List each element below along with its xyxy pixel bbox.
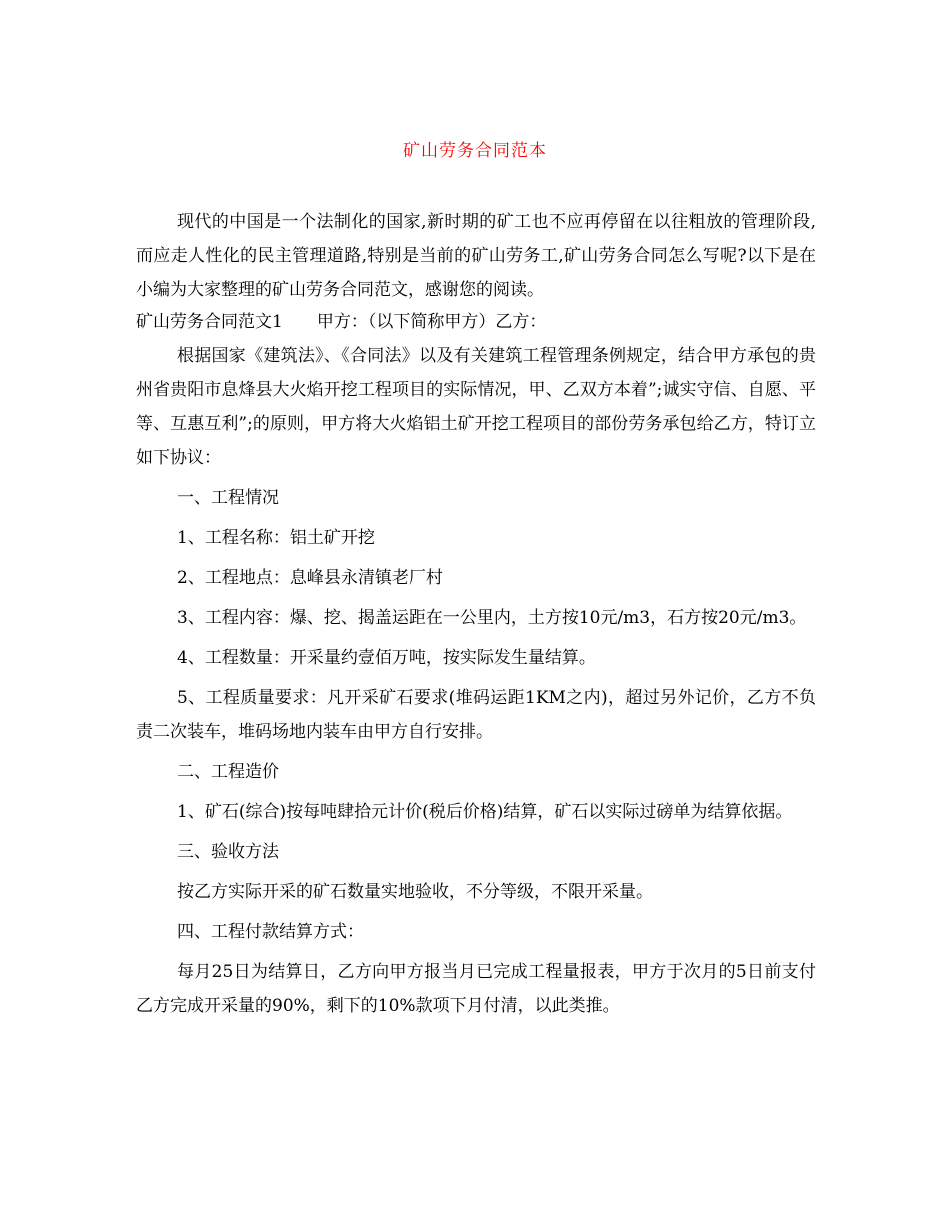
- intro-paragraph: 现代的中国是一个法制化的国家,新时期的矿工也不应再停留在以往粗放的管理阶段,而应走人性化的民主管理道路,特别是当前的矿山劳务工,矿山劳务合同怎么写呢?以下是在小编为大家整理的矿山劳务合同范文，感谢您的阅读。: [136, 212, 816, 300]
- contract-basis-paragraph: 根据国家《建筑法》、《合同法》以及有关建筑工程管理条例规定，结合甲方承包的贵州省贵阳市息烽县大火焰开挖工程项目的实际情况，甲、乙双方本着”;诚实守信、自愿、平等、互惠互利”;的原则，甲方将大火焰铝土矿开挖工程项目的部份劳务承包给乙方，特订立如下协议：: [136, 346, 816, 468]
- clause-payment-terms: 每月25日为结算日，乙方向甲方报当月已完成工程量报表，甲方于次月的5日前支付乙方完成开采量的90%，剩下的10%款项下月付清，以此类推。: [136, 962, 816, 1016]
- clause-project-content: 3、工程内容：爆、挖、揭盖运距在一公里内，土方按10元/m3，石方按20元/m3。: [177, 608, 807, 628]
- clause-quality-requirement: 5、工程质量要求：凡开采矿石要求(堆码运距1KM之内)，超过另外记价，乙方不负责二次装车，堆码场地内装车由甲方自行安排。: [136, 688, 816, 742]
- clause-acceptance-method: 按乙方实际开采的矿石数量实地验收，不分等级，不限开采量。: [177, 882, 653, 902]
- clause-project-quantity: 4、工程数量：开采量约壹佰万吨，按实际发生量结算。: [177, 648, 596, 668]
- section-heading-acceptance: 三、验收方法: [177, 842, 279, 862]
- document-title: 矿山劳务合同范本: [403, 141, 547, 161]
- contract-parties-line: 矿山劳务合同范文1 甲方：（以下简称甲方）乙方：: [136, 312, 547, 332]
- document-body: [136, 205, 816, 1023]
- section-heading-cost: 二、工程造价: [177, 762, 279, 782]
- clause-project-name: 1、工程名称：铝土矿开挖: [177, 528, 375, 548]
- section-heading-project: 一、工程情况: [177, 488, 279, 508]
- clause-project-location: 2、工程地点：息峰县永清镇老厂村: [177, 568, 443, 588]
- clause-ore-pricing: 1、矿石(综合)按每吨肆拾元计价(税后价格)结算，矿石以实际过磅单为结算依据。: [177, 802, 793, 822]
- section-heading-payment: 四、工程付款结算方式：: [177, 922, 364, 942]
